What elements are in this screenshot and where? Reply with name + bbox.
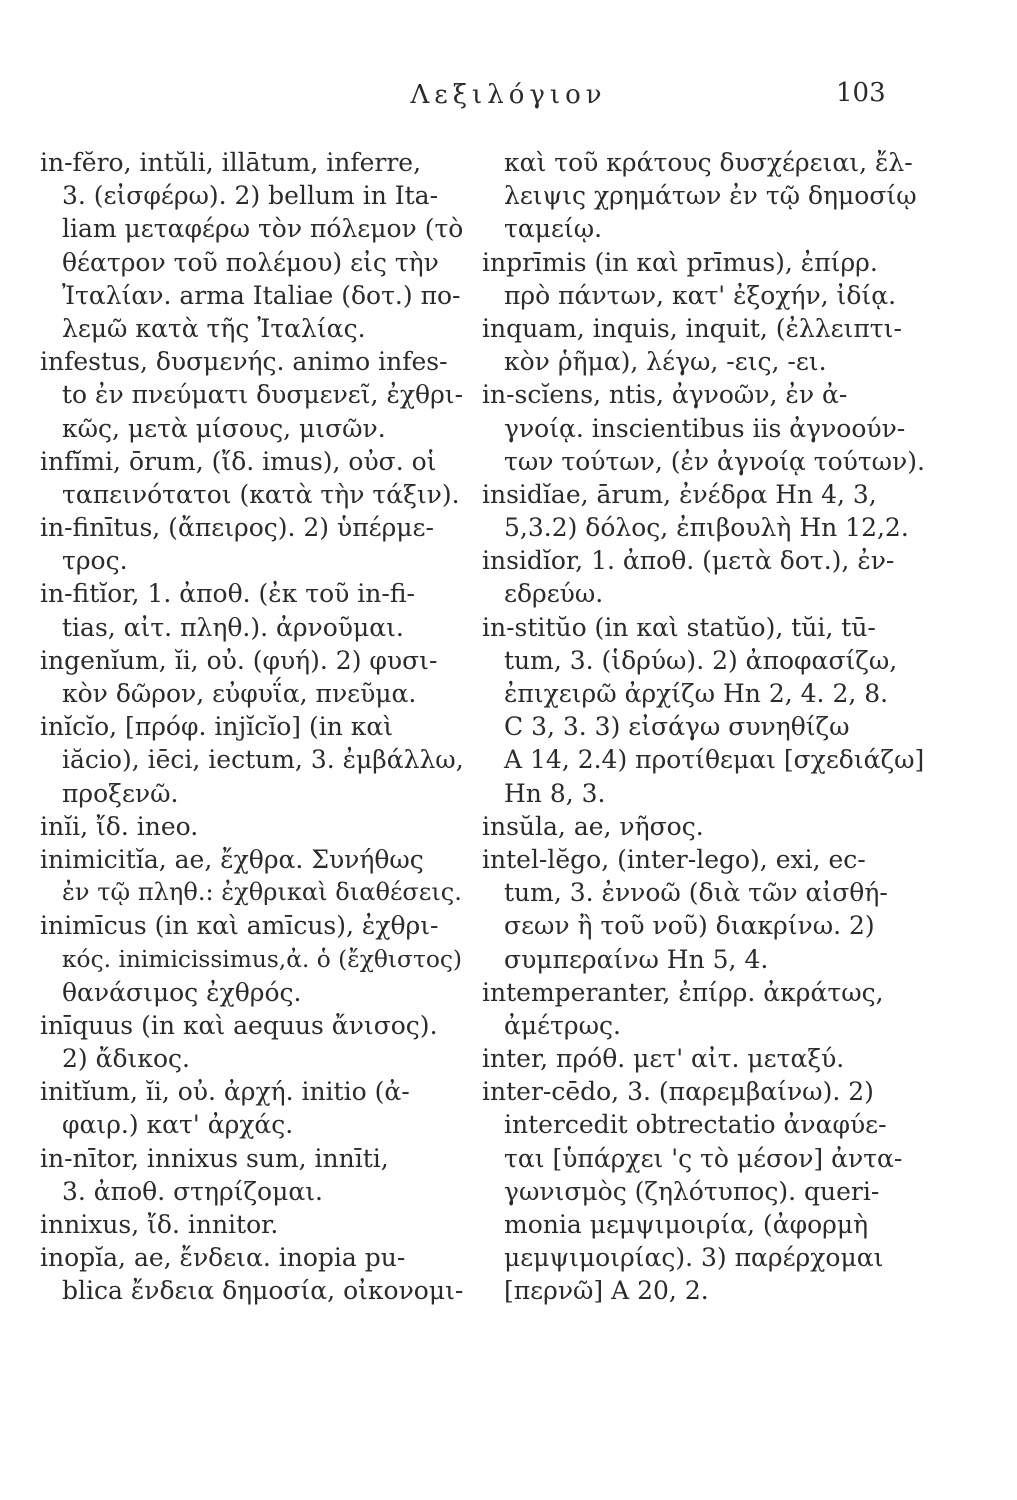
entry-line: liam μεταφέρω τὸν πόλεμον (τὸ — [62, 214, 464, 244]
entry-line: κῶς, μετὰ μίσους, μισῶν. — [62, 413, 386, 443]
entry-line: infĭmi, ōrum, (ἴδ. imus), οὐσ. οἱ — [40, 446, 437, 476]
entry-line: blica ἔνδεια δημοσία, οἰκονομι- — [62, 1276, 464, 1306]
entry-line: inĭi, ἴδ. ineo. — [40, 811, 199, 841]
entry-line: innixus, ἴδ. innitor. — [40, 1210, 279, 1239]
entry-line: σεων ἢ τοῦ νοῦ) διακρίνω. 2) — [504, 911, 875, 941]
entry-line: inimicitĭa, ae, ἔχθρα. Συνήθως — [40, 844, 424, 874]
entry-line: 5,3.2) δόλος, ἐπιβουλὴ Hn 12,2. — [504, 513, 909, 543]
entry-line: μεμψιμοιρίας). 3) παρέρχομαι — [504, 1243, 884, 1273]
entry-line: inīquus (in καὶ aequus ἄνισος). — [40, 1010, 438, 1040]
entry-line: προξενῶ. — [62, 778, 179, 808]
entry-line: tum, 3. (ἱδρύω). 2) ἀποφασίζω, — [504, 645, 898, 675]
entry-line: monia μεμψιμοιρία, (ἀφορμὴ — [504, 1210, 869, 1239]
entry-line: γωνισμὸς (ζηλότυπος). queri- — [504, 1176, 880, 1206]
entry-line: ἀμέτρως. — [504, 1010, 621, 1040]
entry-line: inquam, inquis, inquit, (ἐλλειπτι- — [482, 313, 902, 343]
entry-line: θανάσιμος ἐχθρός. — [62, 977, 302, 1007]
entry-line: A 14, 2.4) προτίθεμαι [σχεδιάζω] — [504, 745, 925, 775]
entry-line: inimīcus (in καὶ amīcus), ἐχθρι- — [40, 911, 439, 941]
entry-line: γνοίᾳ. inscientibus iis ἀγνοούν- — [504, 413, 906, 443]
entry-line: ἐν τῷ πληθ.: ἐχθρικαὶ διαθέσεις. — [62, 878, 462, 907]
entry-line: λειψις χρημάτων ἐν τῷ δημοσίῳ — [504, 181, 917, 211]
entry-line: intemperanter, ἐπίρρ. ἀκράτως, — [482, 977, 884, 1007]
entry-line: θέατρον τοῦ πολέμου) εἰς τὴν — [62, 247, 439, 277]
entry-line: iăcio), iēci, iectum, 3. ἐμβάλλω, — [62, 745, 464, 775]
entry-line: Hn 8, 3. — [504, 778, 606, 808]
entry-line: ingenĭum, ĭi, οὐ. (φυή). 2) φυσι- — [40, 645, 438, 675]
page-number: 103 — [836, 78, 886, 108]
entry-line: κός. inimicissimus,ἀ. ὁ (ἔχθιστος) — [62, 945, 463, 973]
running-header-title: Λεξιλόγιον — [410, 80, 607, 110]
entry-line: ταμείῳ. — [504, 214, 603, 244]
entry-line: in-finītus, (ἄπειρος). 2) ὑπέρμε- — [40, 513, 434, 543]
entry-line: εδρεύω. — [504, 579, 604, 609]
entry-line: ἐπιχειρῶ ἀρχίζω Hn 2, 4. 2, 8. — [504, 679, 889, 708]
entry-line: inĭcĭo, [πρόφ. injĭcĭo] (in καὶ — [40, 712, 394, 742]
entry-line: 3. ἀποθ. στηρίζομαι. — [62, 1176, 323, 1206]
entry-line: in-fitĭor, 1. ἀποθ. (ἐκ τοῦ in-fi- — [40, 579, 415, 609]
entry-line: [περνῶ] A 20, 2. — [504, 1276, 709, 1306]
entry-line: tias, αἰτ. πληθ.). ἀρνοῦμαι. — [62, 612, 404, 642]
entry-line: τρος. — [62, 546, 128, 576]
entry-line: insŭla, ae, νῆσος. — [482, 811, 704, 841]
entry-line: infestus, δυσμενής. animo infes- — [40, 347, 448, 377]
entry-line: intercedit obtrectatio ἀναφύε- — [504, 1110, 887, 1140]
right-column — [482, 146, 960, 1308]
entry-line: initĭum, ĭi, οὐ. ἀρχή. initio (ἀ- — [40, 1077, 410, 1107]
entry-line: insidĭae, ārum, ἐνέδρα Hn 4, 3, — [482, 479, 877, 509]
entry-line: to ἐν πνεύματι δυσμενεῖ, ἐχθρι- — [62, 380, 464, 410]
entry-line: intel-lĕgo, (inter-lego), exi, ec- — [482, 844, 866, 874]
entry-line: Ἰταλίαν. arma Italiae (δοτ.) πο- — [62, 280, 461, 310]
entry-line: των τούτων, (ἐν ἀγνοίᾳ τούτων). — [504, 446, 925, 476]
entry-line: in-fĕro, intŭli, illātum, inferre, — [40, 148, 422, 177]
entry-line: in-nītor, innixus sum, innīti, — [40, 1143, 389, 1173]
entry-line: tum, 3. ἐννοῶ (διὰ τῶν αἰσθή- — [504, 878, 888, 908]
entry-line: in-stitŭo (in καὶ statŭo), tŭi, tū- — [482, 612, 876, 642]
entry-line: κὸν δῶρον, εὐφυΐα, πνεῦμα. — [62, 679, 417, 708]
entry-line: C 3, 3. 3) εἰσάγω συνηθίζω — [504, 712, 850, 742]
entry-line: insidĭor, 1. ἀποθ. (μετὰ δοτ.), ἐν- — [482, 546, 895, 576]
entry-line: φαιρ.) κατ' ἀρχάς. — [62, 1110, 294, 1140]
entry-line: inter, πρόθ. μετ' αἰτ. μεταξύ. — [482, 1044, 845, 1074]
entry-line: 3. (εἰσφέρω). 2) bellum in Ita- — [62, 181, 439, 211]
entry-line: in-scĭens, ntis, ἀγνοῶν, ἐν ἀ- — [482, 380, 848, 410]
entry-line: inprīmis (in καὶ prīmus), ἐπίρρ. — [482, 247, 878, 277]
entry-line: inopĭa, ae, ἔνδεια. inopia pu- — [40, 1243, 406, 1273]
entry-line: ταπεινότατοι (κατὰ τὴν τάξιν). — [62, 479, 460, 509]
entry-line: καὶ τοῦ κράτους δυσχέρειαι, ἔλ- — [504, 148, 913, 177]
entry-line: 2) ἄδικος. — [62, 1044, 190, 1074]
entry-line: λεμῶ κατὰ τῆς Ἰταλίας. — [62, 313, 366, 343]
entry-line: ται [ὑπάρχει 'ς τὸ μέσον] ἀντα- — [504, 1143, 903, 1173]
entry-line: κὸν ῥῆμα), λέγω, -εις, -ει. — [504, 347, 827, 377]
entry-line: συμπεραίνω Hn 5, 4. — [504, 944, 769, 974]
entry-line: πρὸ πάντων, κατ' ἐξοχήν, ἰδίᾳ. — [504, 280, 897, 310]
left-column — [40, 146, 470, 1308]
entry-line: inter-cēdo, 3. (παρεμβαίνω). 2) — [482, 1077, 874, 1107]
